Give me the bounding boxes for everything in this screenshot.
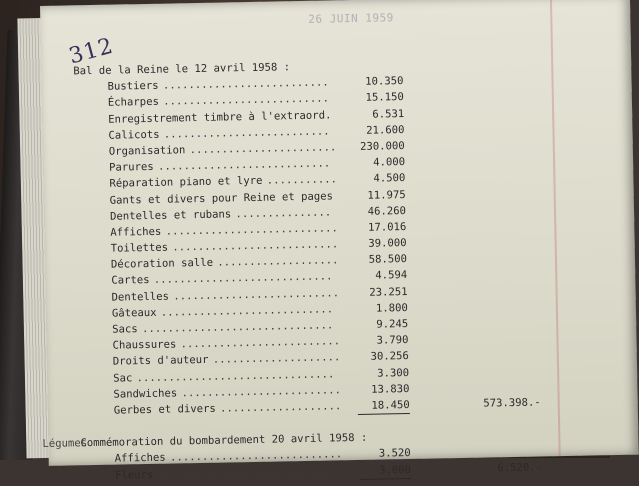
item-label: Écharpes (107, 96, 160, 110)
ledger-page (40, 0, 639, 482)
item-label: Fleurs (114, 468, 154, 482)
item-amount: 4.500 (373, 172, 406, 185)
item-amount: 21.600 (366, 123, 405, 137)
leader-dots: ........................... (157, 157, 331, 173)
date-stamp: 26 JUIN 1959 (308, 11, 394, 26)
item-label: Toilettes (110, 241, 169, 255)
item-amount: 4.000 (373, 156, 406, 169)
item-label: Calicots (108, 128, 160, 142)
section-total: 6.520.- (497, 460, 543, 474)
section-heading-commemoration: Commémoration du bombardement 20 avril 1958 : (80, 431, 368, 450)
item-amount: 3.000 (359, 461, 411, 479)
leader-dots: ......................... (180, 335, 341, 351)
item-amount: 46.260 (367, 204, 407, 218)
item-label: Bustiers (107, 79, 159, 93)
item-amount: 9.245 (376, 317, 409, 331)
leader-dots: .......................... (173, 286, 340, 303)
item-amount: 230.000 (359, 139, 405, 153)
item-label: Droits d'auteur (112, 354, 209, 369)
section-bal-items (73, 74, 541, 419)
leader-dots: ............... (235, 206, 332, 220)
item-label: Affiches (110, 225, 162, 239)
item-label: Sac (113, 371, 133, 385)
item-label: Gerbes et divers (113, 402, 216, 417)
leader-dots: .......................... (172, 238, 339, 254)
item-amount: 15.150 (365, 91, 404, 105)
item-label: Cartes (111, 274, 150, 288)
item-label: Gâteaux (111, 306, 157, 320)
item-amount: 11.975 (367, 188, 406, 202)
item-label: Organisation (108, 144, 186, 158)
leader-dots: ........... (266, 173, 338, 187)
leader-dots: ............................ (153, 270, 333, 287)
ledger-text (73, 58, 543, 484)
item-label: Chaussures (112, 338, 177, 352)
item-amount: 30.256 (370, 350, 409, 364)
section-total: 573.398.- (483, 396, 541, 410)
item-label: Sandwiches (113, 387, 178, 401)
item-label: Dentelles (111, 290, 170, 304)
item-amount: 58.500 (368, 253, 408, 266)
section-commemoration-items (81, 446, 543, 484)
section-heading-bal: Bal de la Reine le 12 avril 1958 : (73, 61, 291, 78)
leader-dots: ......................... (181, 384, 342, 400)
leader-dots: ................... (217, 254, 339, 269)
item-amount: 13.830 (371, 382, 410, 396)
page-number: 312 (66, 33, 117, 70)
item-amount: 39.000 (368, 237, 407, 250)
item-amount: 6.531 (372, 107, 405, 121)
leader-dots: ........................... (160, 303, 334, 319)
item-label: Réparation piano et lyre (109, 175, 263, 191)
item-amount: 17.016 (367, 220, 407, 234)
item-amount: 10.350 (365, 75, 404, 88)
leader-dots: .............................. (141, 319, 334, 336)
leader-dots: ....................... (189, 141, 337, 157)
leader-dots: ............................. (157, 464, 343, 481)
item-label: Parures (109, 160, 154, 174)
leader-dots: .......................... (163, 92, 330, 109)
leader-dots: ............................... (136, 367, 335, 384)
item-amount: 3.790 (376, 334, 409, 347)
leader-dots: ........................... (169, 448, 343, 464)
trailing-text: Légumes (42, 437, 88, 451)
item-amount: 3.520 (378, 447, 411, 460)
item-label: Affiches (114, 451, 166, 465)
leader-dots: ................... (219, 400, 342, 415)
item-label: Dentelles et rubans (109, 208, 232, 223)
item-label: Enregistrement timbre à l'extraord. (108, 108, 332, 126)
leader-dots: .......................... (163, 125, 330, 141)
item-label: Sacs (112, 323, 138, 336)
item-amount: 23.251 (369, 285, 408, 299)
item-amount: 4.594 (375, 269, 408, 283)
leader-dots: .......................... (162, 76, 329, 92)
item-amount: 18.450 (358, 397, 410, 415)
item-amount: 1.800 (375, 301, 408, 315)
leader-dots: ........................... (165, 222, 338, 238)
item-label: Décoration salle (110, 256, 214, 271)
item-label: Gants et divers pour Reine et pages (109, 189, 334, 207)
item-amount: 3.300 (377, 366, 410, 380)
leader-dots: .................... (212, 351, 341, 367)
